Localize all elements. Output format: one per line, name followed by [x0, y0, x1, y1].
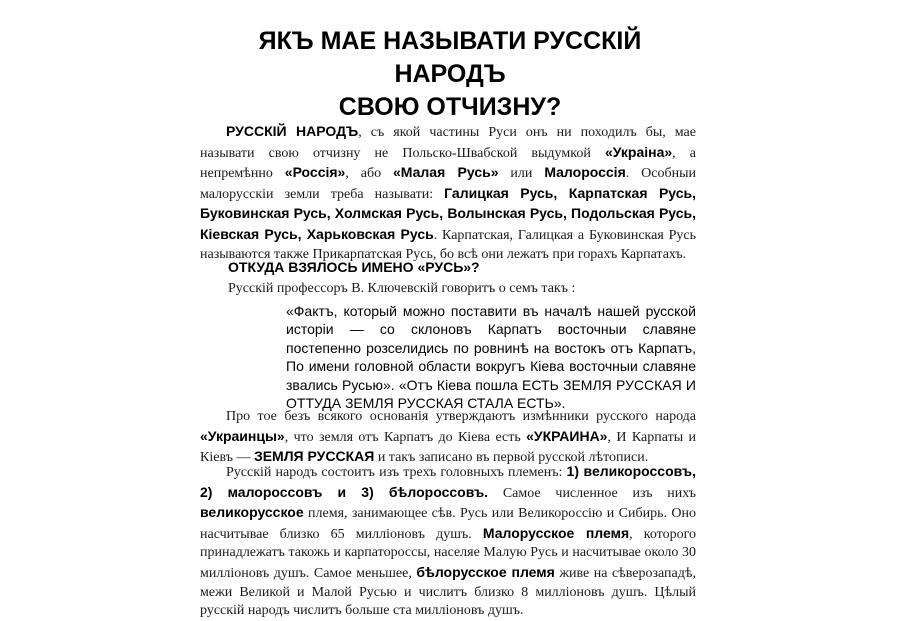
- bold-term: «Украіна»: [604, 143, 673, 160]
- text-run: , а непремѣнно: [200, 145, 696, 182]
- title-line-2: НАРОДЪ: [394, 59, 506, 88]
- text-run: . Особныи малорусскіи земли треба называти:: [200, 166, 696, 202]
- text-run: , что земля отъ Карпатъ до Кіева есть: [284, 429, 527, 445]
- text-run: Про тое безъ всякого основанія утверждаютъ измѣнники русского народа: [226, 409, 696, 424]
- bold-term: Малорусское племя: [482, 524, 630, 541]
- bold-term: ЗЕМЛЯ РУССКАЯ: [253, 448, 375, 465]
- text-run: , съ якой частины Руси онъ ни походилъ бы, мае называти свою отчизну не Польско-Швабской выдумкой: [200, 125, 696, 161]
- title-line-1: ЯКЪ МАЕ НАЗЫВАТИ РУССКІЙ: [258, 26, 642, 55]
- bold-term: «УКРАИНА»: [526, 427, 608, 444]
- bold-term: 1) великороссовъ, 2) малороссовъ и 3) бѣлороссовъ.: [200, 463, 696, 500]
- text-run: Самое численное изъ нихъ: [488, 485, 696, 501]
- paragraph-three-tribes: [200, 462, 696, 621]
- text-run: , або: [345, 166, 393, 182]
- page-title: [200, 25, 700, 124]
- bold-term: РУССКІЙ НАРОДЪ: [226, 123, 359, 139]
- bold-term: бѣлорусское племя: [416, 563, 555, 580]
- bold-term: «Малая Русь»: [393, 164, 499, 181]
- title-line-3: СВОЮ ОТЧИЗНУ?: [338, 92, 562, 121]
- text-run: . Карпатская, Галицкая а Буковинская Русь называются также Прикарпатская Русь, бо всѣ они лежатъ при горахъ Карпатахъ.: [200, 227, 696, 262]
- section-heading: ОТКУДА ВЗЯЛОСЬ ИМЕНО «РУСЬ»?: [228, 259, 480, 275]
- paragraph-russian-people: [200, 122, 696, 264]
- document-page: [200, 0, 700, 619]
- paragraph-ukraine-claim: [200, 408, 696, 468]
- text-run: живе на сѣверозападѣ, межи Великой и Малой Русью и числитъ близко 8 милліоновъ душъ. Цѣлый русскій народъ числитъ больше ста милліоновъ душъ.: [200, 565, 696, 619]
- bold-term: Галицкая Русь, Карпатская Русь, Буковинская Русь, Холмская Русь, Волынская Русь, Подольская Русь, Кіевская Русь, Харьковская Русь: [200, 184, 697, 242]
- block-quote: «Фактъ, который можно поставити въ началѣ нашей русской исторіи — со склоновъ Карпатъ восточныи славяне постепенно розселидись по ровнинѣ на востокъ отъ Карпатъ, По имени головной области вокругъ Кіева восточныи славяне звались Русью». «Отъ Кіева пошла ЕСТЬ ЗЕМЛЯ РУССКАЯ И ОТТУДА ЗЕМЛЯ РУССКАЯ СТАЛА ЕСТЬ».: [286, 303, 696, 412]
- text-run: Русскій народъ состоитъ изъ трехъ головныхъ племенъ:: [226, 465, 567, 480]
- text-run: и такъ записано въ первой русской лѣтописи.: [374, 450, 649, 466]
- text-run: , И Карпаты и Кіевъ —: [200, 429, 696, 466]
- bold-term: Малороссія: [544, 164, 626, 181]
- bold-term: «Украинцы»: [200, 427, 285, 444]
- text-run: или: [498, 166, 545, 182]
- text-run: , которого принадлежатъ такожь и карпатороссы, населяе Малую Русь и насчитывае около 30 милліоновъ душъ. Самое меньшее,: [200, 526, 696, 581]
- text-run: племя, занимающее сѣв. Русь или Великороссію и Сибирь. Оно насчитывае близко 65 милліоновъ душъ.: [200, 506, 696, 542]
- intro-line: Русскій профессоръ В. Ключевскій говоритъ о семъ такъ :: [228, 281, 576, 296]
- bold-term: великорусское: [200, 504, 304, 521]
- bold-term: «Россія»: [284, 164, 346, 181]
